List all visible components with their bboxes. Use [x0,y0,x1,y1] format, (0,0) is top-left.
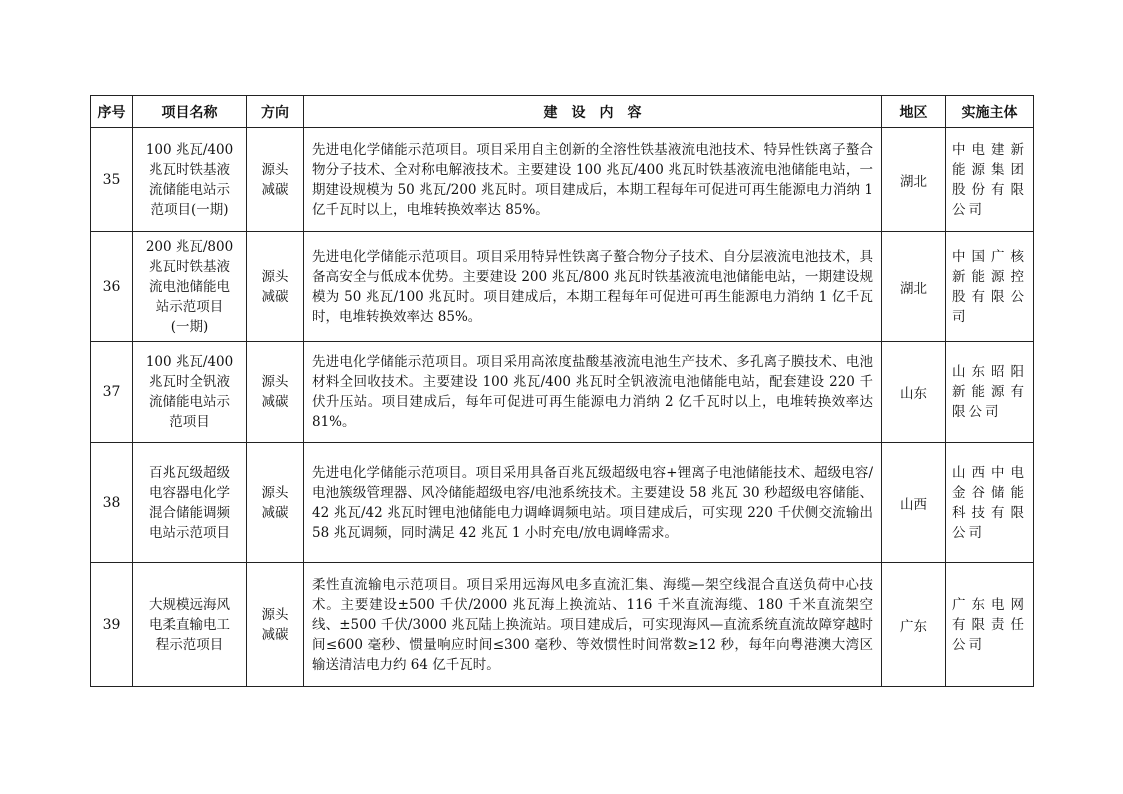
row-direction: 源头 减碳 [247,342,304,443]
project-table [90,95,1034,687]
table-row [91,128,1034,232]
row-index: 38 [91,443,133,563]
row-entity: 山东昭阳新能源有限公司 [946,342,1034,443]
header-entity: 实施主体 [946,96,1034,128]
row-region: 山东 [882,342,946,443]
row-region: 山西 [882,443,946,563]
row-index: 36 [91,232,133,342]
row-index: 35 [91,128,133,232]
row-project-name: 大规模远海风 电柔直输电工 程示范项目 [133,563,247,687]
row-content: 先进电化学储能示范项目。项目采用特异性铁离子螯合物分子技术、自分层液流电池技术，具备高安全与低成本优势。主要建设 200 兆瓦/800 兆瓦时铁基液流电池储能电站，一期建设规模为 50 兆瓦/100 兆瓦时。项目建成后，本期工程每年可促进可再生能源电力消纳 1 亿千瓦时，电堆转换效率达 85%。 [304,232,882,342]
row-project-name: 100 兆瓦/400 兆瓦时铁基液 流储能电站示 范项目(一期) [133,128,247,232]
row-entity: 广东电网有限责任公司 [946,563,1034,687]
row-content: 柔性直流输电示范项目。项目采用远海风电多直流汇集、海缆—架空线混合直送负荷中心技术。主要建设±500 千伏/2000 兆瓦海上换流站、116 千米直流海缆、180 千米直流架空线、±500 千伏/3000 兆瓦陆上换流站。项目建成后，可实现海风—直流系统直流故障穿越时间≤600 毫秒、惯量响应时间≤300 毫秒、等效惯性时间常数≥12 秒，每年向粤港澳大湾区输送清洁电力约 64 亿千瓦时。 [304,563,882,687]
row-content: 先进电化学储能示范项目。项目采用自主创新的全溶性铁基液流电池技术、特异性铁离子螯合物分子技术、全对称电解液技术。主要建设 100 兆瓦/400 兆瓦时铁基液流电池储能电站，一期建设规模为 50 兆瓦/200 兆瓦时。项目建成后，本期工程每年可促进可再生能源电力消纳 1 亿千瓦时以上，电堆转换效率达 85%。 [304,128,882,232]
row-entity: 山西中电金谷储能科技有限公司 [946,443,1034,563]
header-content: 建 设 内 容 [304,96,882,128]
row-region: 湖北 [882,128,946,232]
table-row [91,443,1034,563]
row-project-name: 百兆瓦级超级 电容器电化学 混合储能调频 电站示范项目 [133,443,247,563]
row-direction: 源头 减碳 [247,232,304,342]
header-direction: 方向 [247,96,304,128]
table-row [91,342,1034,443]
row-direction: 源头 减碳 [247,443,304,563]
row-direction: 源头 减碳 [247,563,304,687]
header-region: 地区 [882,96,946,128]
row-region: 湖北 [882,232,946,342]
row-entity: 中国广核新能源控股有限公司 [946,232,1034,342]
table-header-row [91,96,1034,128]
table-row [91,232,1034,342]
row-index: 39 [91,563,133,687]
header-project-name: 项目名称 [133,96,247,128]
row-index: 37 [91,342,133,443]
row-direction: 源头 减碳 [247,128,304,232]
row-region: 广东 [882,563,946,687]
row-entity: 中电建新能源集团股份有限公司 [946,128,1034,232]
header-index: 序号 [91,96,133,128]
row-project-name: 200 兆瓦/800 兆瓦时铁基液 流电池储能电 站示范项目 (一期) [133,232,247,342]
table-row [91,563,1034,687]
row-content: 先进电化学储能示范项目。项目采用具备百兆瓦级超级电容+锂离子电池储能技术、超级电容/电池簇级管理器、风冷储能超级电容/电池系统技术。主要建设 58 兆瓦 30 秒超级电容储能、42 兆瓦/42 兆瓦时锂电池储能电力调峰调频电站。项目建成后，可实现 220 千伏侧交流输出 58 兆瓦调频，同时满足 42 兆瓦 1 小时充电/放电调峰需求。 [304,443,882,563]
row-content: 先进电化学储能示范项目。项目采用高浓度盐酸基液流电池生产技术、多孔离子膜技术、电池材料全回收技术。主要建设 100 兆瓦/400 兆瓦时全钒液流电池储能电站，配套建设 220 千伏升压站。项目建成后，每年可促进可再生能源电力消纳 2 亿千瓦时以上，电堆转换效率达 81%。 [304,342,882,443]
row-project-name: 100 兆瓦/400 兆瓦时全钒液 流储能电站示 范项目 [133,342,247,443]
